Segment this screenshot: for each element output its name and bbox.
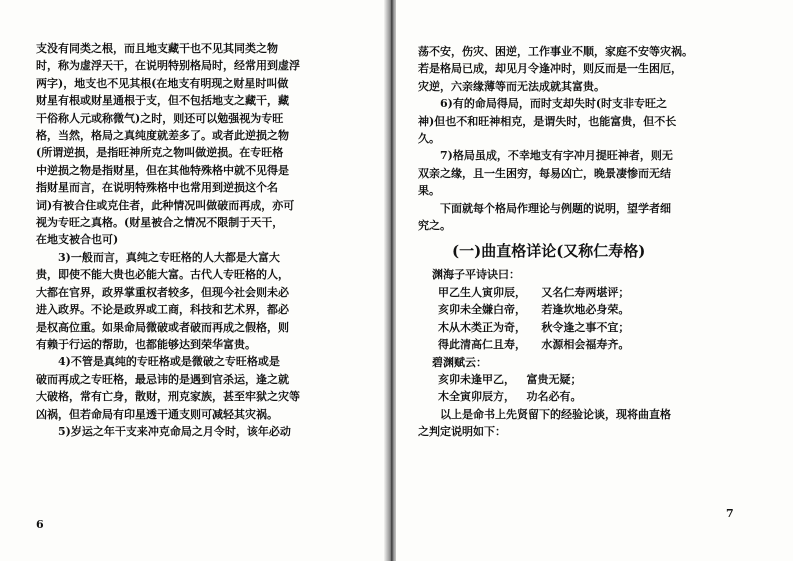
paragraph-5-line: 5)岁运之年干支来冲克命局之月令时，该年必动: [58, 424, 291, 438]
paragraph-3-line: 大都在官界，政界掌重权者较多，但现今社会则未必: [36, 285, 289, 299]
text-line: 指财星而言，在说明特殊格中也常用到逆损这个名: [36, 181, 278, 195]
paragraph-3-line: 贵，即使不能大贵也必能大富。古代人专旺格的人，: [36, 268, 289, 282]
paragraph-4-line: 4)不管是真纯的专旺格或是微破之专旺格或是: [58, 355, 280, 369]
text-line: 财星有根或财星通根于支，但不包括地支之藏干，藏: [36, 94, 289, 108]
poem-line: 木全寅卯辰方， 功名必有。: [438, 390, 582, 404]
text-line: 两字)，地支也不见其根(在地支有明现之财星时叫做: [36, 76, 289, 90]
text-line: 词)有被合住或克住者，此种情况叫做破而再成，亦可: [36, 198, 295, 212]
paragraph-7-line: 7)格局虽成，不幸地支有字冲月提旺神者，则无: [440, 149, 673, 163]
poem-source: 碧渊赋云：: [432, 355, 487, 369]
poem-line: 木从木类正为奇， 秋令逢之事不宜；: [438, 320, 630, 334]
right-page: [396, 0, 793, 561]
paragraph-3-line: 3)一般而言，真纯之专旺格的人大都是大富大: [58, 250, 280, 264]
text-line: 灾逆，六亲缘薄等而无法成就其富贵。: [418, 79, 605, 93]
page-number-left: 6: [36, 518, 44, 531]
text-line: 视为专旺之真格。(财星被合之情况不限制于天干，: [36, 216, 284, 230]
paragraph-7-line: 果。: [418, 184, 440, 198]
paragraph-6-line: 久。: [418, 132, 440, 146]
poem-line: 甲乙生人寅卯辰， 又名仁寿两堪评；: [438, 285, 630, 299]
paragraph-4-line: 大破格，常有亡身，散财，刑克家族，甚至牢狱之灾等: [36, 390, 300, 404]
paragraph-7-line: 双亲之缘，且一生困穷，每易凶亡，晚景凄惨而无结: [418, 166, 671, 180]
text-line: 干俗称人元或称微气)之时，则还可以勉强视为专旺: [36, 111, 284, 125]
paragraph-4-line: 破而再成之专旺格，最忌讳的是遇到官杀运，逢之就: [36, 372, 289, 386]
text-line: 若是格局已成，却见月令逢冲时，则反而是一生困厄，: [418, 62, 682, 76]
text-line: 格，当然，格局之真纯度就差多了。或者此逆损之物: [36, 129, 289, 143]
closing-line: 之判定说明如下：: [418, 425, 506, 439]
section-heading: (一)曲直格详论(又称仁寿格): [452, 242, 646, 261]
text-line: 支没有同类之根，而且地支藏干也不见其同类之物: [36, 42, 278, 55]
poem-line: 得此清高仁且寿， 水源相会福寿齐。: [438, 338, 630, 352]
text-line: 中逆损之物是指财星，但在其他特殊格中就不见得是: [36, 163, 289, 177]
paragraph-6-line: 6)有的命局得局，而时支却失时(时支非专旺之: [440, 97, 668, 111]
text-line: 荡不安，伤灾、困逆，工作事业不顺，家庭不安等灾祸。: [418, 45, 693, 58]
poem-source: 渊海子平诗诀曰：: [432, 268, 520, 282]
paragraph-3-line: 进入政界。不论是政界或工商，科技和艺术界，都必: [36, 303, 289, 317]
text-line: 时，称为虚浮天干，在说明特别格局时，经常用到虚浮: [36, 59, 300, 73]
closing-line: 以上是命书上先贤留下的经验论谈，现将曲直格: [440, 407, 671, 421]
paragraph-3-line: 是权高位重。如果命局微破或者破而再成之假格，则: [36, 320, 289, 334]
intro-line: 究之。: [418, 219, 451, 233]
intro-line: 下面就每个格局作理论与例题的说明，望学者细: [440, 201, 671, 215]
poem-line: 亥卯未逢甲乙， 富贵无疑；: [438, 372, 582, 386]
paragraph-3-line: 有赖于行运的帮助，也都能够达到荣华富贵。: [36, 337, 256, 351]
page-number-right: 7: [726, 507, 734, 520]
paragraph-6-line: 神)但也不和旺神相克，是谓失时，也能富贵，但不长: [418, 114, 677, 128]
left-text-column: [36, 40, 366, 440]
left-page: [0, 0, 390, 561]
text-line: (所谓逆损，是指旺神所克之物叫做逆损。在专旺格: [36, 146, 284, 160]
text-line: 在地支被合也可): [36, 233, 119, 247]
poem-line: 亥卯未全嫌白帝， 若逢坎地必身荣。: [438, 303, 630, 317]
right-text-column: [418, 43, 768, 441]
paragraph-4-line: 凶祸，但若命局有印星透干通支则可减轻其灾祸。: [36, 407, 278, 421]
